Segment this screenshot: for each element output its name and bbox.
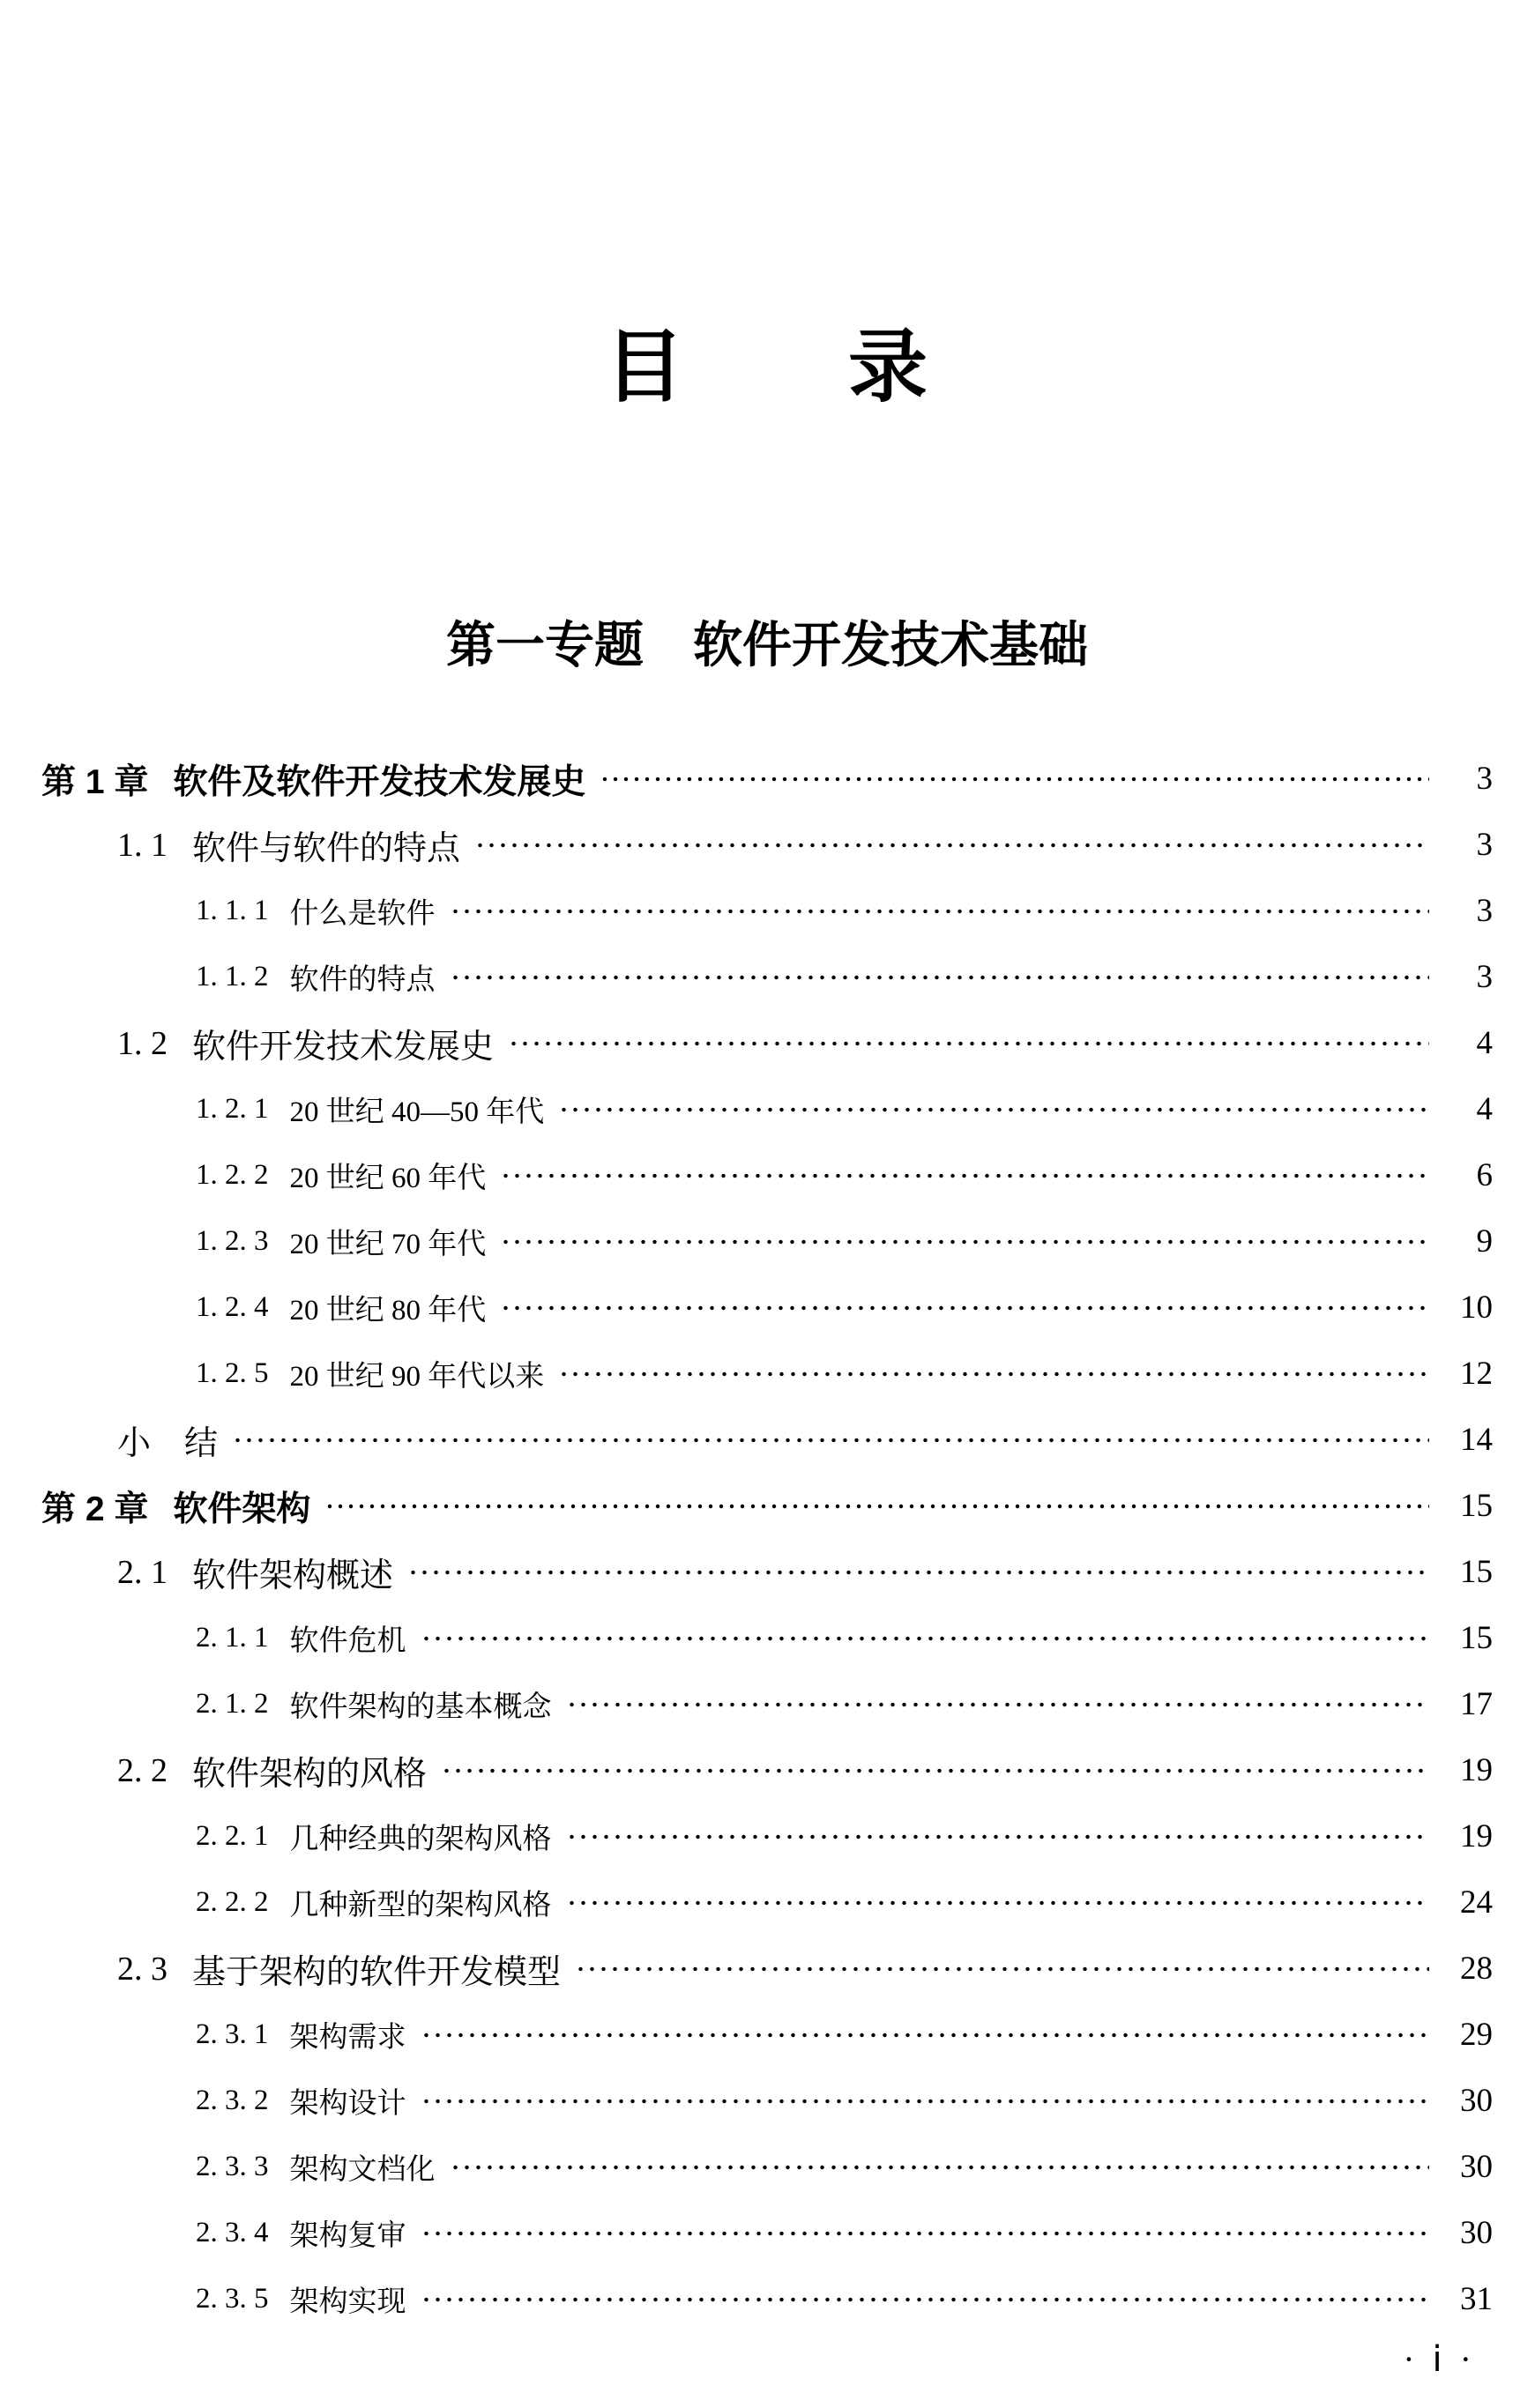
toc-entry-number: 1. 2. 1 [196,1093,269,1126]
dot-leader [450,972,1430,983]
page-number-footer: · ⅰ · [1403,2339,1472,2379]
dot-leader [558,1369,1429,1379]
toc-entry-number: 1. 2 [117,1024,168,1062]
toc-entry [41,1869,1493,1936]
toc-entry-title: 软件危机 [289,1625,406,1658]
toc-entry-page: 30 [1460,2083,1493,2120]
toc-entry [41,1076,1493,1142]
page-title: 目 录 [605,323,929,412]
toc-entry-number: 1. 2. 4 [196,1291,269,1324]
toc-entry-number: 2. 1. 2 [196,1688,269,1721]
toc-entry-number: 2. 3 [117,1950,168,1988]
dot-leader [407,1567,1429,1578]
dot-leader [441,1765,1429,1776]
toc-entry-page: 30 [1460,2215,1493,2252]
toc-entry [41,1936,1493,2002]
toc-entry-page: 14 [1460,1422,1493,1459]
toc-entry [41,1671,1493,1737]
toc-entry-number: 1. 2. 5 [196,1357,269,1390]
toc-entry [41,1473,1493,1539]
toc-entry-title: 20 世纪 70 年代 [289,1229,487,1261]
toc-entry-number: 2. 3. 5 [196,2283,269,2315]
toc-entry-number: 2. 3. 2 [196,2085,269,2117]
toc-entry-number: 1. 2. 3 [196,1225,269,1258]
dot-leader [558,1104,1429,1115]
toc-entry-title: 软件架构 [173,1490,311,1528]
toc-entry [41,2068,1493,2134]
toc-entry-number: 1. 1. 2 [196,961,269,993]
toc-entry-page: 28 [1460,1951,1493,1988]
toc-entry [41,746,1493,812]
toc-entry-title: 几种新型的架构风格 [289,1890,552,1922]
dot-leader [232,1435,1429,1446]
toc-entry-page: 9 [1476,1223,1493,1260]
toc-entry-title: 20 世纪 60 年代 [289,1163,487,1195]
dot-leader [508,1038,1429,1049]
toc-entry-number: 2. 3. 1 [196,2018,269,2051]
toc-entry-title: 架构实现 [289,2286,406,2319]
toc-entry-number: 2. 2 [117,1751,168,1789]
toc-entry-page: 29 [1460,2017,1493,2054]
toc-entry [41,812,1493,878]
toc-entry [41,1605,1493,1671]
section-heading: 第一专题 软件开发技术基础 [446,617,1088,673]
toc-entry-title: 20 世纪 80 年代 [289,1295,487,1327]
toc-entry-number: 2. 1 [117,1553,168,1591]
toc-entry [41,1208,1493,1275]
dot-leader [566,1832,1430,1842]
dot-leader [566,1699,1430,1710]
toc-entry-page: 31 [1460,2281,1493,2318]
toc-entry-page: 10 [1460,1289,1493,1327]
toc-entry-title: 小 结 [117,1425,219,1463]
toc-entry-title: 架构复审 [289,2220,406,2253]
toc-entry-page: 3 [1476,959,1493,996]
toc-entry [41,1737,1493,1803]
toc-entry [41,1803,1493,1869]
toc-entry [41,1142,1493,1208]
toc-list [41,746,1493,2332]
toc-entry-title: 软件架构的基本概念 [289,1691,552,1724]
toc-entry-page: 24 [1460,1884,1493,1921]
toc-entry-title: 软件开发技术发展史 [192,1029,495,1067]
dot-leader [500,1237,1429,1247]
dot-leader [450,2162,1430,2173]
toc-entry-number: 2. 2. 2 [196,1886,269,1919]
toc-entry [41,1407,1493,1473]
toc-entry-title: 软件的特点 [289,964,436,997]
toc-entry [41,2266,1493,2332]
toc-entry-page: 19 [1460,1818,1493,1855]
dot-leader [500,1171,1429,1181]
toc-entry-title: 20 世纪 40—50 年代 [289,1096,545,1129]
toc-entry-number: 第 1 章 [41,762,149,801]
toc-entry-number: 2. 3. 3 [196,2151,269,2183]
dot-leader [421,2294,1430,2305]
toc-entry [41,1341,1493,1407]
toc-entry [41,1539,1493,1605]
toc-entry [41,878,1493,944]
dot-leader [566,1898,1430,1908]
toc-entry-number: 2. 2. 1 [196,1820,269,1853]
toc-entry-title: 什么是软件 [289,898,436,931]
toc-entry-page: 19 [1460,1752,1493,1789]
toc-entry-page: 17 [1460,1686,1493,1723]
toc-entry-page: 15 [1460,1488,1493,1525]
toc-entry [41,2134,1493,2200]
dot-leader [324,1501,1429,1512]
dot-leader [421,2096,1430,2107]
toc-entry-number: 1. 2. 2 [196,1159,269,1192]
dot-leader [421,2228,1430,2239]
toc-entry-page: 3 [1476,893,1493,930]
toc-entry-page: 6 [1476,1157,1493,1194]
toc-entry-page: 4 [1476,1025,1493,1062]
toc-entry [41,1275,1493,1341]
dot-leader [575,1964,1429,1974]
toc-entry [41,2002,1493,2068]
dot-leader [421,1633,1430,1644]
toc-entry-title: 架构需求 [289,2022,406,2055]
toc-entry [41,944,1493,1010]
toc-entry-title: 20 世纪 90 年代以来 [289,1361,545,1394]
dot-leader [450,906,1430,917]
toc-entry-page: 3 [1476,761,1493,798]
dot-leader [500,1303,1429,1313]
toc-entry [41,1010,1493,1076]
toc-entry-page: 3 [1476,827,1493,864]
toc-entry-number: 1. 1 [117,826,168,864]
dot-leader [600,774,1429,784]
toc-entry-title: 软件及软件开发技术发展史 [173,762,586,801]
toc-entry-title: 架构设计 [289,2088,406,2121]
toc-entry-title: 几种经典的架构风格 [289,1824,552,1856]
toc-entry-page: 15 [1460,1554,1493,1591]
dot-leader [421,2030,1430,2040]
toc-entry-title: 基于架构的软件开发模型 [192,1954,562,1992]
toc-entry-page: 15 [1460,1620,1493,1657]
toc-entry-number: 1. 1. 1 [196,895,269,927]
toc-entry-title: 软件与软件的特点 [192,830,461,868]
toc-entry-number: 第 2 章 [41,1490,149,1528]
toc-entry [41,2200,1493,2266]
toc-entry-title: 架构文档化 [289,2154,436,2187]
toc-entry-number: 2. 1. 1 [196,1622,269,1654]
toc-entry-number: 2. 3. 4 [196,2217,269,2249]
dot-leader [474,840,1429,851]
toc-entry-page: 12 [1460,1356,1493,1393]
toc-entry-page: 4 [1476,1091,1493,1128]
toc-entry-page: 30 [1460,2149,1493,2186]
toc-entry-title: 软件架构的风格 [192,1756,428,1794]
toc-entry-title: 软件架构概述 [192,1557,394,1595]
